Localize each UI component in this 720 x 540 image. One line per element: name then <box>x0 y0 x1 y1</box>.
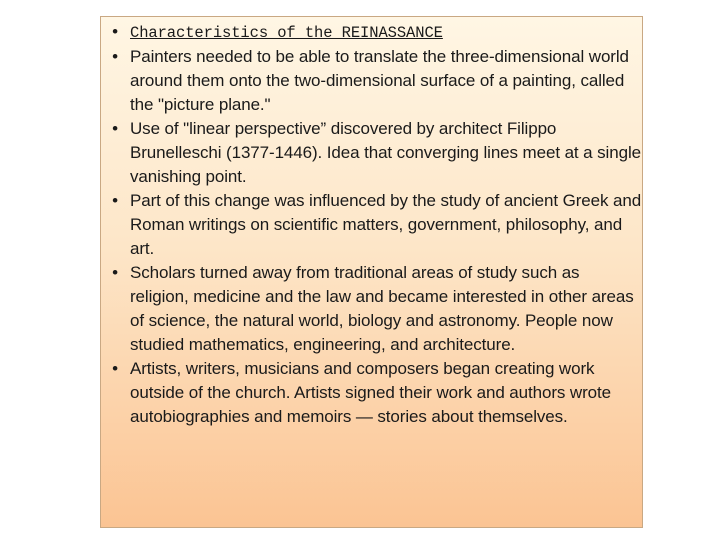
bullet-icon: • <box>112 47 118 66</box>
bullet-text: Use of "linear perspective” discovered by architect Filippo Brunelleschi (1377-1446). Idea that converging lines meet at a single vanishing point. <box>130 119 641 186</box>
slide-title: Characteristics of the REINASSANCE <box>130 24 443 42</box>
bullet-icon: • <box>112 359 118 378</box>
bullet-icon: • <box>112 119 118 138</box>
bullet-list <box>106 20 642 429</box>
bullet-icon: • <box>112 191 118 210</box>
bullet-text: Scholars turned away from traditional areas of study such as religion, medicine and the law and became interested in other areas of science, the natural world, biology and astronomy. People now studied mathematics, engineering, and architecture. <box>130 263 634 354</box>
bullet-text: Part of this change was influenced by the study of ancient Greek and Roman writings on scientific matters, government, philosophy, and art. <box>130 191 642 258</box>
bullet-icon: • <box>112 22 118 41</box>
bullet-text: Artists, writers, musicians and composers began creating work outside of the church. Artists signed their work and authors wrote autobiographies and memoirs — stories about themselves. <box>130 359 611 426</box>
bullet-item <box>106 45 642 117</box>
title-bullet <box>106 20 642 45</box>
bullet-item <box>106 261 642 357</box>
bullet-item <box>106 189 642 261</box>
bullet-icon: • <box>112 263 118 282</box>
bullet-item <box>106 117 642 189</box>
bullet-text: Painters needed to be able to translate the three-dimensional world around them onto the two-dimensional surface of a painting, called the "picture plane." <box>130 47 629 114</box>
bullet-item <box>106 357 642 429</box>
